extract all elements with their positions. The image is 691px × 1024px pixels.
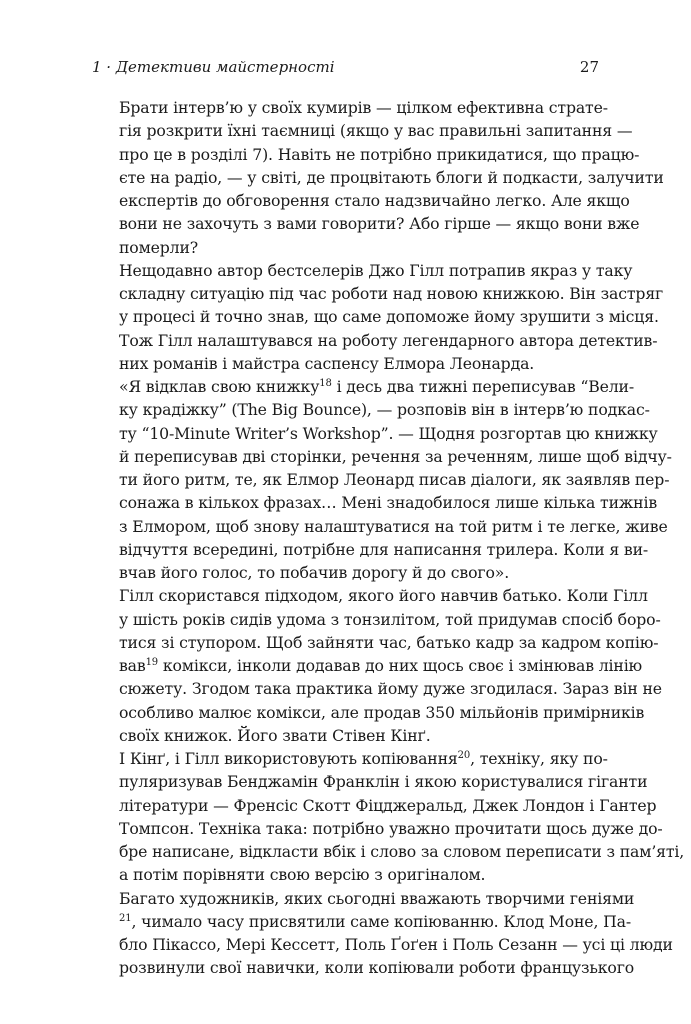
text-line: померли? <box>119 237 199 257</box>
text-fragment: , техніку, яку по- <box>470 749 608 768</box>
footnote-ref-20: 20 <box>457 750 471 761</box>
text-fragment: , чимало часу присвятили саме копіюванню. Клод Моне, Па- <box>131 911 631 931</box>
text-line: тися зі ступором. Щоб зайняти час, батько кадр за кадром копію- <box>119 632 659 652</box>
footnote-ref-21: 21 <box>119 912 132 924</box>
text-line: пуляризував Бенджамін Франклін і якою користувалися гіганти <box>119 772 648 792</box>
text-line: ту “10-Minute Writer’s Workshop”. — Щодня розгортав цю книжку <box>119 423 658 443</box>
text-line: Нещодавно автор бестселерів Джо Гілл потрапив якраз у таку <box>119 260 633 280</box>
text-line: Томпсон. Техніка така: потрібно уважно прочитати щось дуже до- <box>119 818 663 838</box>
paragraph-3 <box>92 375 672 584</box>
text-line: складну ситуацію під час роботи над новою книжкою. Він застряг <box>119 284 664 303</box>
text-line <box>92 654 643 677</box>
text-line: розвинули свої навички, коли копіювали роботи французького <box>119 958 635 978</box>
text-line: з Елмором, щоб знову налаштуватися на той ритм і те легке, живе <box>119 516 668 536</box>
paragraph-6 <box>92 887 673 980</box>
text-line: бло Пікассо, Мері Кессетт, Поль Ґоґен і Поль Сезанн — усі ці люди <box>119 935 673 954</box>
text-line: Брати інтерв’ю у своїх кумирів — цілком ефективна страте- <box>119 98 608 117</box>
text-line: про це в розділі 7). Навіть не потрібно прикидатися, що працю- <box>119 144 640 164</box>
text-line: експертів до обговорення стало надзвичайно легко. Але якщо <box>119 191 630 210</box>
text-fragment: І Кінґ, і Гілл використовують копіювання <box>119 749 458 768</box>
running-header <box>92 58 599 82</box>
text-fragment: «Я відклав свою книжку <box>119 377 320 396</box>
text-line: ку крадіжку” (The Big Bounce), — розповів він в інтерв’ю подкас- <box>119 400 650 420</box>
text-line: Тож Гілл налаштувався на роботу легендарного автора детектив- <box>119 330 658 350</box>
footnote-ref-18: 18 <box>319 378 332 389</box>
text-line: особливо малює комікси, але продав 350 мільйонів примірників <box>119 702 645 722</box>
text-line: бре написане, відкласти вбік і слово за словом переписати з пам’яті, <box>119 842 685 861</box>
text-line: ти його ритм, те, як Елмор Леонард писав діалоги, як заявляв пер- <box>119 470 670 489</box>
text-line: Гілл скористався підходом, якого його навчив батько. Коли Гілл <box>119 586 648 606</box>
text-line: літератури — Френсіс Скотт Фіцджеральд, Джек Лондон і Гантер <box>119 795 657 815</box>
text-line: них романів і майстра саспенсу Елмора Леонарда. <box>119 353 535 373</box>
paragraph-1 <box>92 96 664 259</box>
text-line <box>92 910 631 933</box>
text-line: єте на радіо, — у світі, де процвітають блоги й подкасти, залучити <box>119 167 664 187</box>
page-number: 27 <box>579 58 599 76</box>
paragraph-5 <box>92 747 685 887</box>
text-line: Багато художників, яких сьогодні вважають творчими геніями <box>119 888 635 908</box>
text-fragment: комікси, інколи додавав до них щось своє і змінював лінію <box>162 656 643 675</box>
paragraph-2 <box>92 259 664 375</box>
text-line: вчав його голос, то побачив дорогу й до свого». <box>119 563 510 582</box>
chapter-title: 1 · Детективи майстерності <box>92 58 335 76</box>
text-line: а потім порівняти свою версію з оригіналом. <box>119 865 486 885</box>
page-body <box>92 96 685 980</box>
text-line: сонажа в кількох фразах… Мені знадобилося лише кілька тижнів <box>119 493 658 513</box>
footnote-ref-19: 19 <box>145 657 159 668</box>
text-line: у шість років сидів удома з тонзилітом, той придумав спосіб боро- <box>119 609 661 629</box>
paragraph-4 <box>92 584 662 747</box>
text-line: сюжету. Згодом така практика йому дуже згодилася. Зараз він не <box>119 679 662 699</box>
text-fragment: і десь два тижні переписував “Вели- <box>336 377 634 396</box>
text-line: відчуття всередині, потрібне для написання трилера. Коли я ви- <box>119 539 649 559</box>
text-line: у процесі й точно знав, що саме допоможе йому зрушити з місця. <box>119 307 659 327</box>
text-line <box>92 747 608 770</box>
text-line: гія розкрити їхні таємниці (якщо у вас правильні запитання — <box>119 121 633 141</box>
text-line <box>92 375 634 398</box>
text-line: й переписував дві сторінки, речення за реченням, лише щоб відчу- <box>119 446 672 466</box>
text-line: вони не захочуть з вами говорити? Або гірше — якщо вони вже <box>119 214 640 234</box>
text-line: своїх книжок. Його звати Стівен Кінґ. <box>119 725 431 745</box>
text-fragment: вав <box>119 656 146 675</box>
